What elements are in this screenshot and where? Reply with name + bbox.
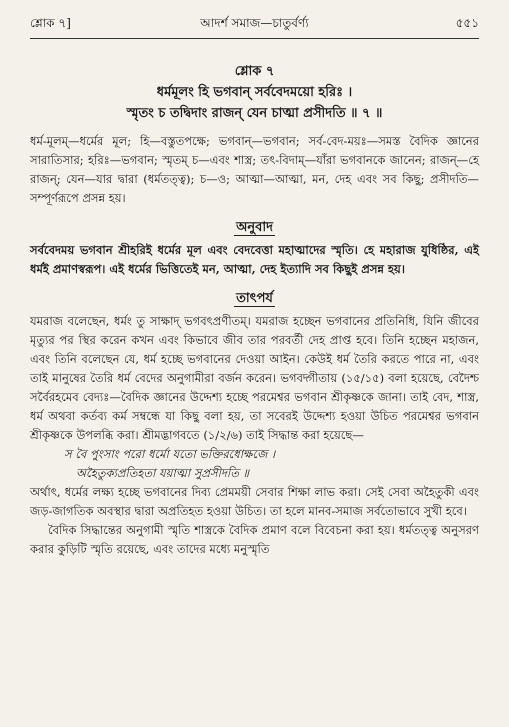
page-body	[30, 62, 479, 559]
translation-text: সর্ববেদময় ভগবান শ্রীহরিই ধর্মের মূল এবং বেদবেত্তা মহাত্মাদের স্মৃতি। হে মহারাজ যুধিষ্ঠির, এই ধর্মই প্রমাণস্বরূপ। এই ধর্মের ভিত্তিতেই মন, আত্মা, দেহ ইত্যাদি সব কিছুই প্রসন্ন হয়।	[30, 243, 479, 276]
word-for-word-synonyms: ধর্ম-মূলম্—ধর্মের মূল; হি—বস্তুতপক্ষে; ভগবান্—ভগবান; সর্ব-বেদ-ময়ঃ—সমস্ত বৈদিক জ্ঞানের সারাতিসার; হরিঃ—ভগবান; স্মৃতম্ চ—এবং শাস্ত্র; তৎ-বিদাম্—যাঁরা ভগবানকে জানেন; রাজন্—হে রাজন্; যেন—যার দ্বারা (ধর্মতত্ত্ব); চ—ও; আত্মা—আত্মা, মন, দেহ এবং সব কিছু; প্রসীদতি—সম্পূর্ণরূপে প্রসন্ন হয়।	[30, 134, 479, 205]
header-chapter-title: আদর্শ সমাজ—চাতুর্বর্ণ্য	[200, 16, 309, 30]
translation-heading-text: অনুবাদ	[236, 220, 273, 235]
verse-line-2: স্মৃতং চ তদ্বিদাং রাজন্ যেন চাত্মা প্রসীদতি ॥ ৭ ॥	[126, 106, 383, 121]
purport-paragraph-3: বৈদিক সিদ্ধান্তের অনুগামী স্মৃতি শাস্ত্রকে বৈদিক প্রমাণ বলে বিবেচনা করা হয়। ধর্মতত্ত্ব অনুসরণ করার কুড়িটি স্মৃতি রয়েছে, এবং তাদের মধ্যে মনুস্মৃতি	[30, 523, 479, 556]
purport-heading-text: তাৎপর্য	[236, 291, 273, 306]
purport-paragraph-1: যমরাজ বলেছেন, ধর্মং তু সাক্ষাদ্ ভগবৎপ্রণীতম্। যমরাজ হচ্ছেন ভগবানের প্রতিনিধি, যিনি জীবের মৃত্যুর পর স্থির করেন কখন এবং কিভাবে জীব তার পরবর্তী দেহ প্রাপ্ত হবে। তিনি হচ্ছেন মহাজন, এবং তিনি বলেছেন যে, ধর্ম হচ্ছে ভগবানের দেওয়া আইন। কেউই ধর্ম তৈরি করতে পারে না, এবং তাই মানুষের তৈরি ধর্ম বেদের অনুগামীরা বর্জন করেন। ভগবদ্গীতায় (১৫/১৫) বলা হয়েছে, বেদৈশ্চ সর্বৈরহমেব বেদ্যঃ—বৈদিক জ্ঞানের উদ্দেশ্য হচ্ছে পরমেশ্বর ভগবান শ্রীকৃষ্ণকে জানা। তাই বেদ, শাস্ত্র, ধর্ম অথবা কর্তব্য কর্ম সম্বন্ধে যা কিছু বলা হয়, তা সবেরই উদ্দেশ্য হওয়া উচিত পরমেশ্বর ভগবান শ্রীকৃষ্ণকে উপলব্ধি করা। শ্রীমদ্ভাগবতে (১/২/৬) তাই সিদ্ধান্ত করা হয়েছে—	[30, 314, 479, 442]
header-verse-ref: শ্লোক ৭]	[30, 16, 71, 30]
purport-paragraph-2: অর্থাৎ, ধর্মের লক্ষ্য হচ্ছে ভগবানের দিব্য প্রেমময়ী সেবার শিক্ষা লাভ করা। সেই সেবা অহৈতুকী এবং জড়-জাগতিক অবস্থার দ্বারা অপ্রতিহত হওয়া উচিত। তা হলে মানব-সমাজ সর্বতোভাবে সুখী হবে।	[30, 485, 479, 518]
translation-heading	[30, 218, 479, 237]
purport-body	[30, 312, 479, 559]
verse-number: শ্লোক ৭	[234, 64, 275, 79]
page-number: ৫৫১	[455, 16, 479, 30]
running-header	[30, 12, 479, 39]
quote-line-1: স বৈ পুংসাং পরো ধর্মো যতো ভক্তিরধোক্ষজে ।	[64, 447, 276, 461]
verse-line-1: ধর্মমূলং হি ভগবান্ সর্ববেদময়ো হরিঃ ।	[156, 85, 353, 100]
purport-heading	[30, 289, 479, 308]
quote-line-2: অহৈতুক্যপ্রতিহতা যয়াত্মা সুপ্রসীদতি ॥	[76, 466, 249, 480]
